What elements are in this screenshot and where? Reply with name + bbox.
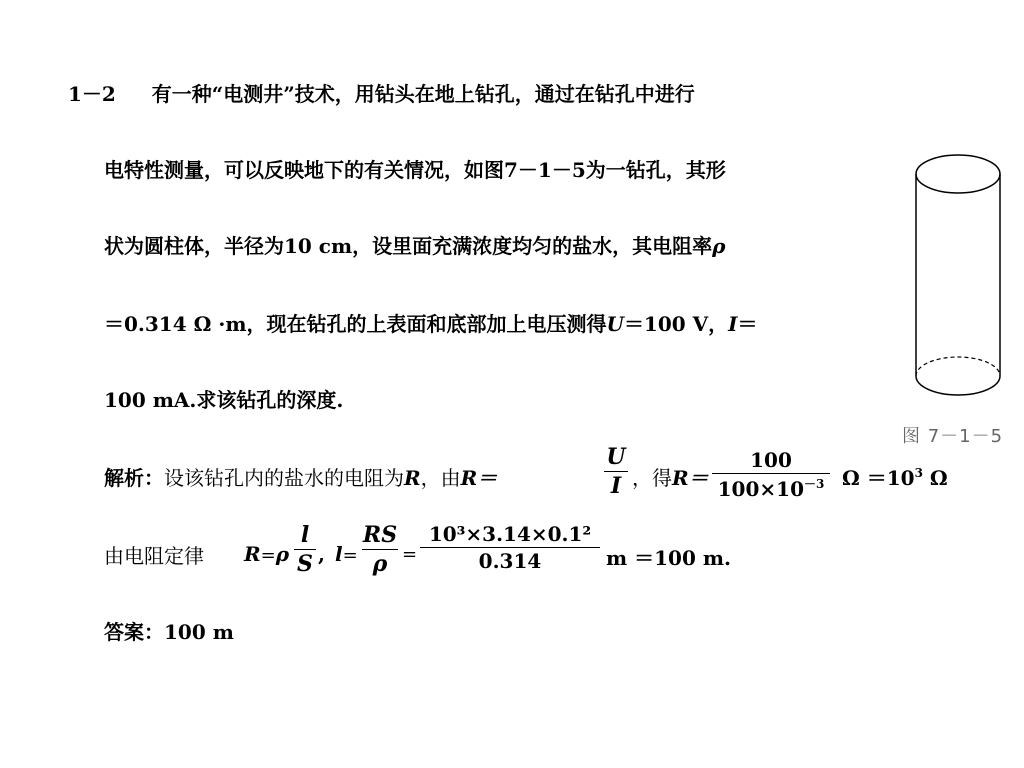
law-eq-sign-3: = <box>402 544 418 565</box>
figure-label: 图 7－1－5 <box>902 426 1004 447</box>
answer-label: 答案： <box>104 620 164 644</box>
resistance-symbol: R <box>404 466 421 490</box>
answer-value: 100 m <box>164 620 234 644</box>
eq1-lhs: R＝ <box>460 466 498 490</box>
rho-symbol: ρ <box>712 234 726 258</box>
law-l-eq: , l= <box>318 542 358 566</box>
eq2-rhs: $\Omega =10^3$ Ω <box>842 466 948 490</box>
law-r-eq: R=ρ <box>244 542 290 566</box>
problem-text-4c: ＝ <box>737 312 758 336</box>
fraction-final: 10³×3.14×0.1² 0.314 <box>420 522 600 573</box>
cylinder-top <box>916 155 1000 193</box>
fraction-100-over-100e-3 <box>712 448 830 501</box>
law-result: m ＝100 m. <box>606 546 731 570</box>
problem-text-4b: ＝100 V， <box>623 312 729 336</box>
eq2-numerator: 100 <box>750 448 792 472</box>
solution-text-b: ，由 <box>420 466 461 490</box>
solution-text-c: ，得 <box>632 466 672 490</box>
problem-line-3 <box>104 230 725 259</box>
problem-text-5: 100 mA.求该钻孔的深度. <box>104 388 344 412</box>
problem-text-1: 有一种“电测井”技术，用钻头在地上钻孔，通过在钻孔中进行 <box>151 82 695 106</box>
fraction-i-denominator: I <box>610 473 622 499</box>
eq2-bar <box>712 473 830 474</box>
problem-number: 1－2 <box>68 82 116 106</box>
problem-line-1 <box>68 78 695 107</box>
solution-label: 解析： <box>104 466 164 490</box>
voltage-symbol: U <box>606 312 624 336</box>
cylinder-bottom-front <box>916 376 1000 395</box>
solution-line-cont <box>632 462 709 491</box>
solution-line <box>104 462 497 491</box>
solution-text-a: 设该钻孔内的盐水的电阻为 <box>164 466 404 490</box>
problem-line-4 <box>104 308 758 337</box>
current-symbol: I <box>728 312 738 336</box>
problem-text-3: 状为圆柱体，半径为10 cm，设里面充满浓度均匀的盐水，其电阻率 <box>104 234 713 258</box>
fraction-u-numerator: U <box>606 444 626 470</box>
eq2-lhs: R＝ <box>672 466 709 490</box>
answer-line <box>104 616 234 645</box>
cylinder-figure <box>910 150 1010 400</box>
fraction-l-over-s: l S <box>294 522 316 577</box>
eq2-denominator: $100\times 10^{-3}$ <box>717 477 825 501</box>
problem-text-4a: ＝0.314 Ω ·m，现在钻孔的上表面和底部加上电压测得 <box>104 312 607 336</box>
fraction-rs-over-rho: RS ρ <box>362 522 398 577</box>
law-label: 由电阻定律 <box>104 544 204 568</box>
problem-text-2: 电特性测量，可以反映地下的有关情况，如图7－1－5为一钻孔，其形 <box>104 158 726 182</box>
problem-line-5 <box>104 384 343 413</box>
problem-line-2 <box>104 154 726 183</box>
fraction-u-bar <box>604 471 628 472</box>
cylinder-bottom-back <box>916 357 1000 376</box>
fraction-u-over-i <box>604 444 628 499</box>
